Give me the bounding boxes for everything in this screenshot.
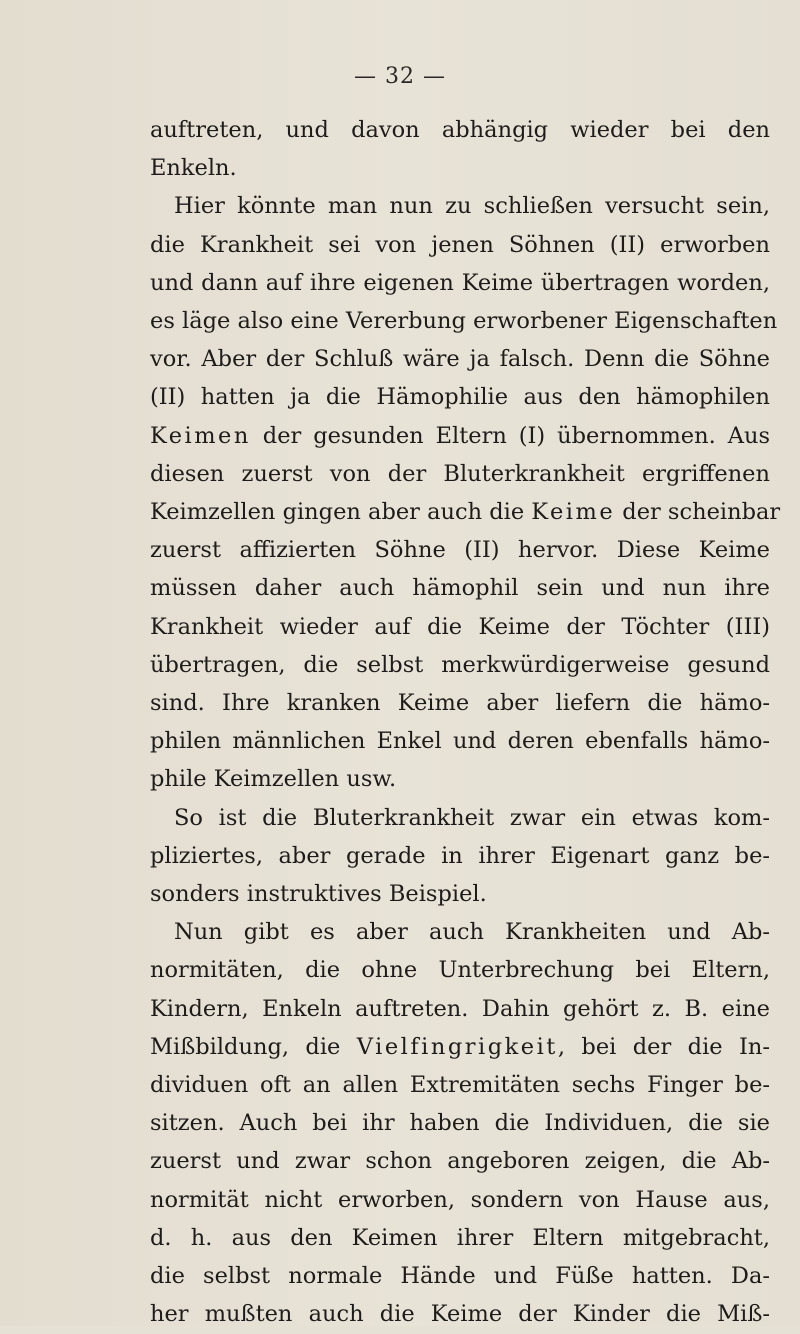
text-line bbox=[150, 990, 770, 1028]
text-segment: der scheinbar bbox=[615, 499, 781, 526]
text-line bbox=[150, 1257, 770, 1295]
text-line bbox=[150, 378, 770, 416]
text-segment: Hier könnte man nun zu schließen versucht sein, bbox=[174, 193, 770, 220]
text-segment: d. h. aus den Keimen ihrer Eltern mitgebracht, bbox=[150, 1224, 770, 1251]
text-segment: Mißbildung, die bbox=[150, 1033, 357, 1060]
text-line bbox=[150, 913, 770, 951]
text-line bbox=[150, 455, 770, 493]
text-segment: Kindern, Enkeln auftreten. Dahin gehört z. B. eine bbox=[150, 995, 770, 1022]
text-line bbox=[150, 264, 770, 302]
text-line bbox=[150, 1181, 770, 1219]
text-segment: So ist die Bluterkrankheit zwar ein etwas kom- bbox=[174, 804, 770, 831]
text-segment: sonders instruktives Beispiel. bbox=[150, 881, 487, 908]
text-segment: philen männlichen Enkel und deren ebenfalls hämo- bbox=[150, 728, 770, 755]
text-segment: Keimzellen gingen aber auch die bbox=[150, 499, 532, 526]
text-line bbox=[150, 187, 770, 225]
text-segment: Enkeln. bbox=[150, 155, 237, 182]
emphasized-text: Keimen bbox=[150, 422, 251, 449]
text-line bbox=[150, 1104, 770, 1142]
text-line bbox=[150, 493, 781, 531]
text-segment: zuerst und zwar schon angeboren zeigen, die Ab- bbox=[150, 1148, 770, 1175]
text-line bbox=[150, 1066, 770, 1104]
page-number: — 32 — bbox=[354, 64, 446, 89]
text-segment: sind. Ihre kranken Keime aber liefern die hämo- bbox=[150, 690, 770, 717]
text-line bbox=[150, 760, 770, 798]
emphasized-text: Keime bbox=[531, 499, 616, 526]
text-segment: die selbst normale Hände und Füße hatten. Da- bbox=[150, 1263, 770, 1290]
text-line bbox=[150, 722, 770, 760]
text-segment: her mußten auch die Keime der Kinder die Miß- bbox=[150, 1301, 770, 1328]
text-line bbox=[150, 684, 770, 722]
text-line bbox=[150, 1028, 770, 1066]
text-segment: übertragen, die selbst merkwürdigerweise gesund bbox=[150, 651, 770, 678]
text-line bbox=[150, 111, 770, 149]
text-line bbox=[150, 799, 770, 837]
text-segment: die Krankheit sei von jenen Söhnen (II) erworben bbox=[150, 231, 770, 258]
text-segment: auftreten, und davon abhängig wieder bei den bbox=[150, 117, 770, 143]
text-line bbox=[150, 837, 770, 875]
text-segment: es läge also eine Vererbung erworbener Eigenschaften bbox=[150, 308, 778, 335]
text-line bbox=[150, 226, 770, 264]
text-line bbox=[150, 302, 778, 340]
text-line bbox=[150, 608, 770, 646]
text-line bbox=[150, 1295, 770, 1333]
body-text bbox=[150, 111, 781, 1334]
text-line bbox=[150, 1142, 770, 1180]
text-line bbox=[150, 646, 770, 684]
text-segment: zuerst affizierten Söhne (II) hervor. Diese Keime bbox=[150, 537, 770, 564]
text-line bbox=[150, 340, 770, 378]
text-segment: , bei der die In- bbox=[557, 1033, 771, 1060]
text-segment: phile Keimzellen usw. bbox=[150, 766, 397, 793]
text-line bbox=[150, 569, 770, 607]
text-segment: normität nicht erworben, sondern von Hause aus, bbox=[150, 1186, 770, 1213]
text-segment: pliziertes, aber gerade in ihrer Eigenart ganz be- bbox=[150, 842, 770, 869]
text-line bbox=[150, 875, 770, 913]
text-segment: Krankheit wieder auf die Keime der Töchter (III) bbox=[150, 613, 770, 640]
text-segment: diesen zuerst von der Bluterkrankheit ergriffenen bbox=[150, 460, 770, 487]
text-segment: vor. Aber der Schluß wäre ja falsch. Denn die Söhne bbox=[150, 346, 770, 373]
text-line bbox=[150, 149, 770, 187]
text-segment: (II) hatten ja die Hämophilie aus den hämophilen bbox=[150, 384, 770, 411]
text-segment: der gesunden Eltern (I) übernommen. Aus bbox=[250, 422, 770, 449]
text-line bbox=[150, 531, 770, 569]
text-line bbox=[150, 417, 770, 455]
text-segment: müssen daher auch hämophil sein und nun ihre bbox=[150, 575, 770, 602]
text-segment: sitzen. Auch bei ihr haben die Individuen, die sie bbox=[150, 1110, 770, 1137]
text-segment: Nun gibt es aber auch Krankheiten und Ab- bbox=[174, 919, 770, 946]
text-line bbox=[150, 1219, 770, 1257]
text-segment: dividuen oft an allen Extremitäten sechs Finger be- bbox=[150, 1072, 770, 1099]
text-segment: und dann auf ihre eigenen Keime übertragen worden, bbox=[150, 269, 770, 296]
emphasized-text: Vielfingrigkeit bbox=[356, 1033, 558, 1060]
text-segment: normitäten, die ohne Unterbrechung bei Eltern, bbox=[150, 957, 770, 984]
text-line bbox=[150, 951, 770, 989]
